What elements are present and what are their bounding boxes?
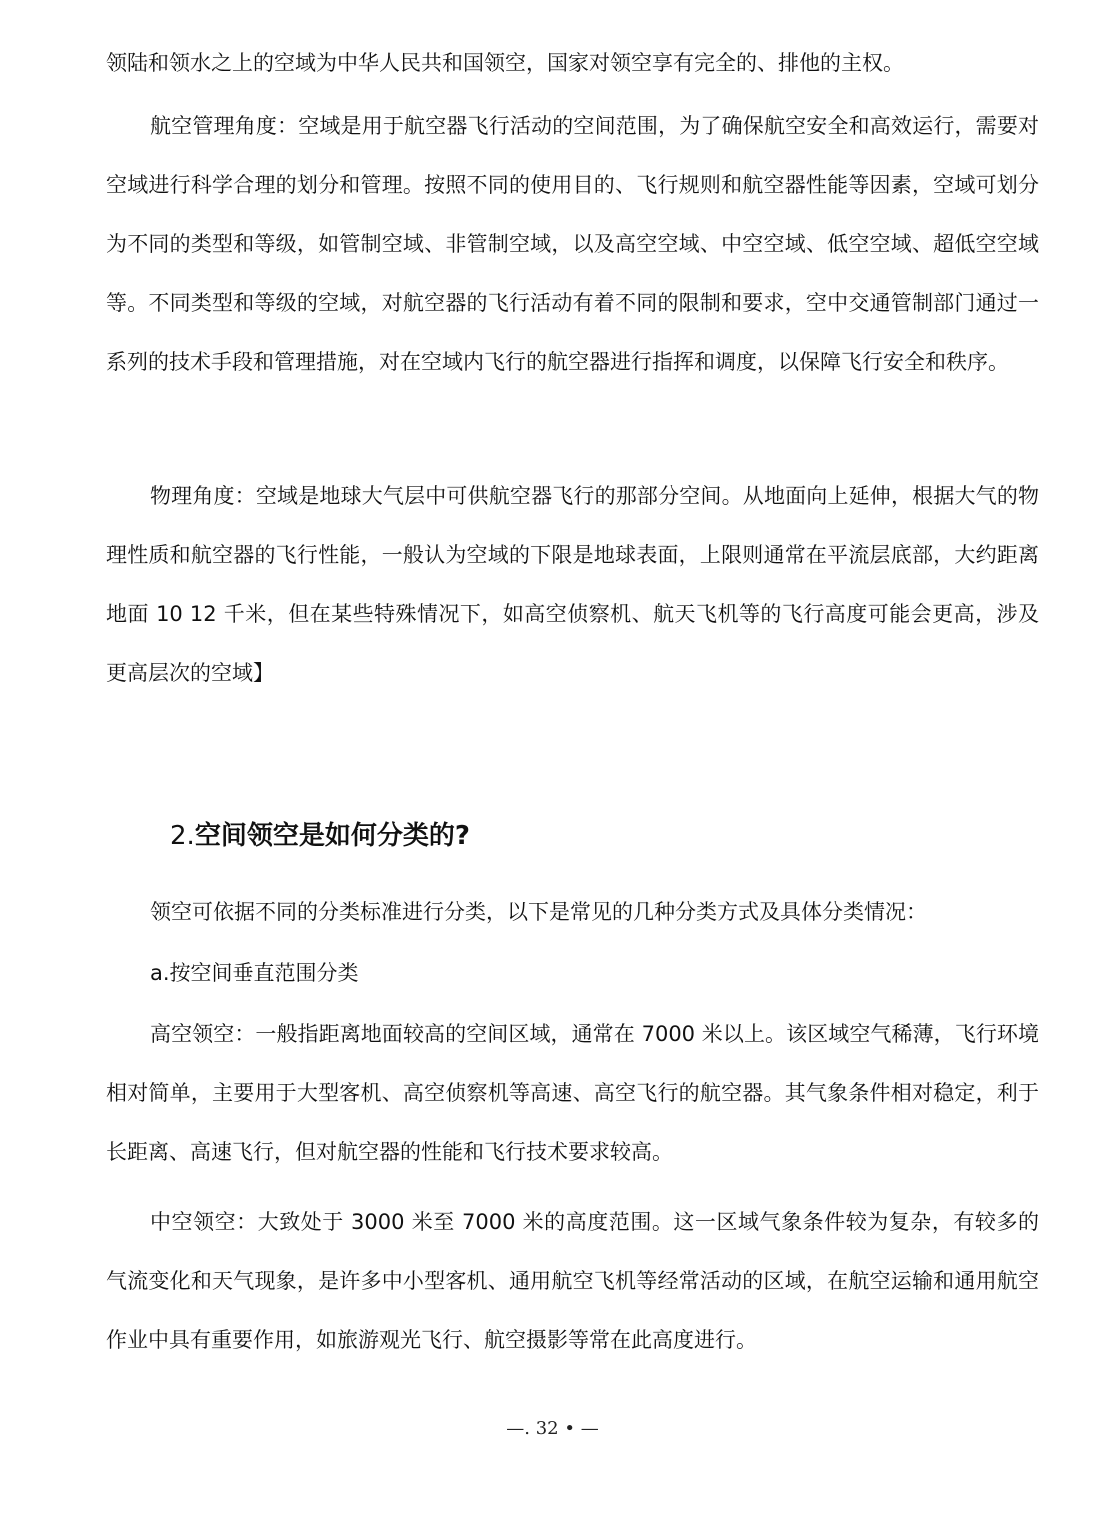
section-heading-number: 2. — [170, 821, 195, 851]
paragraph-physical-perspective: 物理角度：空域是地球大气层中可供航空器飞行的那部分空间。从地面向上延伸，根据大气的物理性质和航空器的飞行性能，一般认为空域的下限是地球表面，上限则通常在平流层底部，大约距离地面 10 12 千米，但在某些特殊情况下，如高空侦察机、航天飞机等的飞行高度可能会更高，涉及更高层次的空域】 — [106, 484, 1039, 685]
paragraph-mid-altitude: 中空领空：大致处于 3000 米至 7000 米的高度范围。这一区域气象条件较为复杂，有较多的气流变化和天气现象，是许多中小型客机、通用航空飞机等经常活动的区域，在航空运输和通用航空作业中具有重要作用，如旅游观光飞行、航空摄影等常在此高度进行。 — [106, 1210, 1039, 1352]
paragraph-classification-intro: 领空可依据不同的分类标准进行分类，以下是常见的几种分类方式及具体分类情况： — [150, 900, 927, 924]
section-heading-text: 空间领空是如何分类的? — [194, 821, 470, 851]
paragraph-high-altitude: 高空领空：一般指距离地面较高的空间区域，通常在 7000 米以上。该区域空气稀薄，飞行环境相对简单，主要用于大型客机、高空侦察机等高速、高空飞行的航空器。其气象条件相对稳定，利于长距离、高速飞行，但对航空器的性能和飞行技术要求较高。 — [106, 1022, 1039, 1164]
subheading-a: a.按空间垂直范围分类 — [150, 961, 359, 985]
page-number: —. 32 • — — [506, 1418, 599, 1439]
paragraph-intro: 领陆和领水之上的空域为中华人民共和国领空，国家对领空享有完全的、排他的主权。 — [106, 51, 904, 75]
section-heading — [170, 816, 470, 856]
paragraph-aviation-management: 航空管理角度：空域是用于航空器飞行活动的空间范围，为了确保航空安全和高效运行，需要对空域进行科学合理的划分和管理。按照不同的使用目的、飞行规则和航空器性能等因素，空域可划分为不同的类型和等级，如管制空域、非管制空域，以及高空空域、中空空域、低空空域、超低空空域等。不同类型和等级的空域，对航空器的飞行活动有着不同的限制和要求，空中交通管制部门通过一系列的技术手段和管理措施，对在空域内飞行的航空器进行指挥和调度，以保障飞行安全和秩序。 — [106, 114, 1039, 374]
